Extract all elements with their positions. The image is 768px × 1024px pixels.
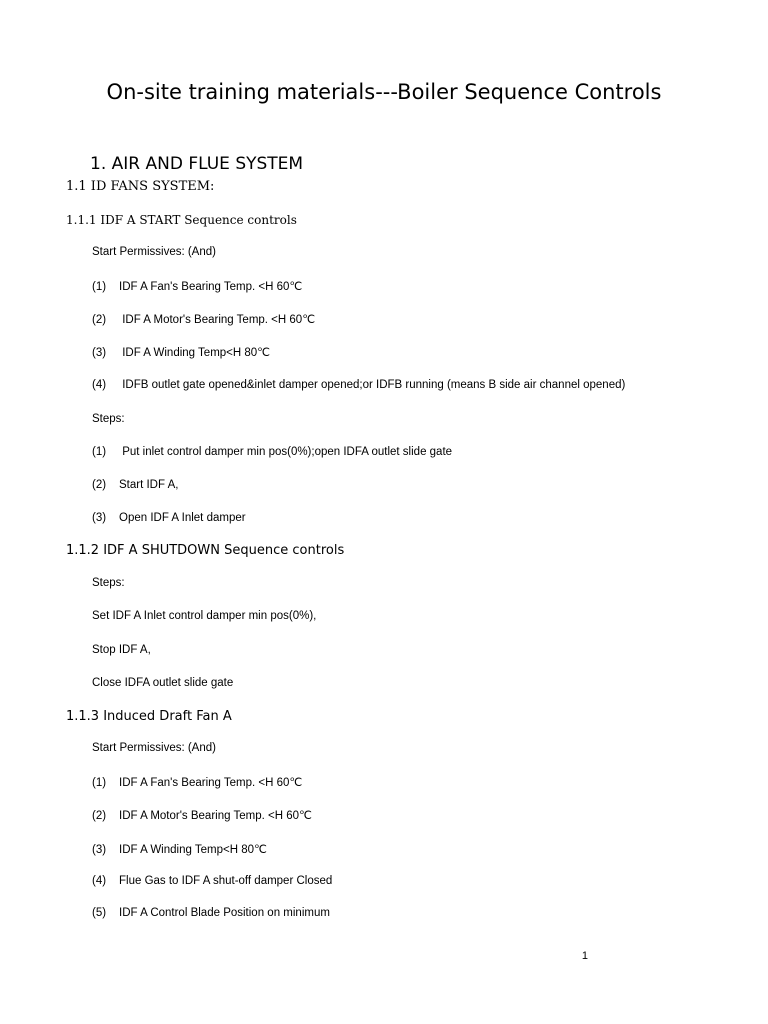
item-text: IDF A Motor's Bearing Temp. <H 60℃ bbox=[119, 810, 312, 822]
item-text: Flue Gas to IDF A shut-off damper Closed bbox=[119, 875, 333, 887]
list-item bbox=[92, 446, 452, 458]
item-text: Put inlet control damper min pos(0%);open IDFA outlet slide gate bbox=[119, 446, 453, 458]
item-text: IDF A Winding Temp<H 80℃ bbox=[119, 347, 271, 359]
start-permissives-label: Start Permissives: (And) bbox=[92, 742, 216, 754]
heading-induced-draft-fan-a: 1.1.3 Induced Draft Fan A bbox=[66, 709, 232, 724]
list-item bbox=[92, 312, 315, 326]
item-number: (3) bbox=[92, 347, 107, 359]
item-text: Open IDF A Inlet damper bbox=[119, 512, 246, 524]
steps-label: Steps: bbox=[92, 577, 125, 589]
item-number: (4) bbox=[92, 875, 107, 887]
list-item: Stop IDF A, bbox=[92, 644, 151, 656]
item-number: (5) bbox=[92, 907, 107, 919]
list-item bbox=[92, 775, 302, 789]
item-number: (2) bbox=[92, 479, 107, 491]
item-number: (4) bbox=[92, 379, 107, 391]
item-text: IDF A Fan's Bearing Temp. <H 60℃ bbox=[119, 281, 303, 293]
list-item bbox=[92, 875, 332, 887]
list-item bbox=[92, 345, 270, 359]
item-number: (2) bbox=[92, 314, 107, 326]
item-text: IDF A Motor's Bearing Temp. <H 60℃ bbox=[119, 314, 316, 326]
list-item: Set IDF A Inlet control damper min pos(0%), bbox=[92, 610, 317, 622]
list-item bbox=[92, 279, 302, 293]
item-text: IDFB outlet gate opened&inlet damper opened;or IDFB running (means B side air channel opened) bbox=[119, 379, 626, 391]
list-item bbox=[92, 842, 267, 856]
item-number: (3) bbox=[92, 512, 107, 524]
item-number: (3) bbox=[92, 844, 107, 856]
page-number: 1 bbox=[581, 950, 588, 962]
item-number: (1) bbox=[92, 281, 107, 293]
item-number: (1) bbox=[92, 777, 107, 789]
section-heading-air-flue: 1. AIR AND FLUE SYSTEM bbox=[90, 154, 304, 174]
list-item: Close IDFA outlet slide gate bbox=[92, 677, 234, 689]
heading-idf-a-start: 1.1.1 IDF A START Sequence controls bbox=[66, 213, 297, 227]
steps-label: Steps: bbox=[92, 413, 125, 425]
item-text: IDF A Winding Temp<H 80℃ bbox=[119, 844, 267, 856]
heading-idf-a-shutdown: 1.1.2 IDF A SHUTDOWN Sequence controls bbox=[66, 543, 345, 558]
list-item bbox=[92, 379, 625, 391]
list-item bbox=[92, 907, 330, 919]
list-item bbox=[92, 808, 312, 822]
subsection-heading-id-fans: 1.1 ID FANS SYSTEM: bbox=[66, 179, 215, 194]
item-text: IDF A Fan's Bearing Temp. <H 60℃ bbox=[119, 777, 303, 789]
list-item bbox=[92, 479, 178, 491]
item-number: (2) bbox=[92, 810, 107, 822]
item-text: IDF A Control Blade Position on minimum bbox=[119, 907, 330, 919]
item-text: Start IDF A, bbox=[119, 479, 179, 491]
list-item bbox=[92, 512, 246, 524]
item-number: (1) bbox=[92, 446, 107, 458]
document-title: On-site training materials---Boiler Sequence Controls bbox=[106, 80, 662, 104]
start-permissives-label: Start Permissives: (And) bbox=[92, 246, 216, 258]
